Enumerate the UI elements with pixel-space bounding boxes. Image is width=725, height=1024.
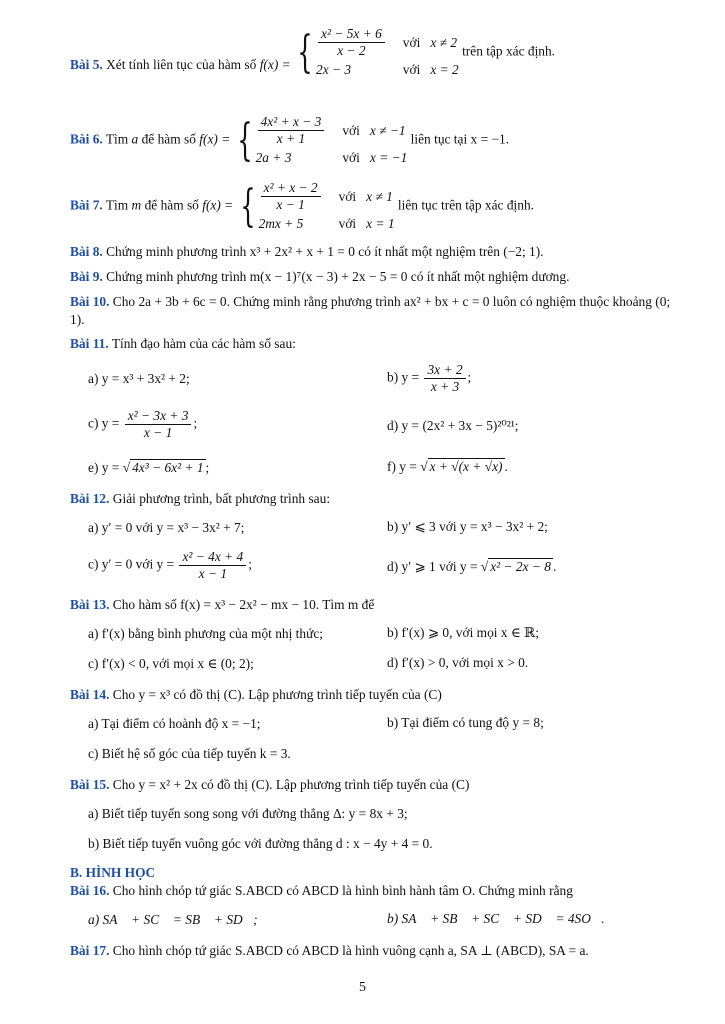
exercise-16-a: a) SA⃗ + SC⃗ = SB⃗ + SD⃗; [88,912,258,927]
exercise-label: Bài 16. [70,883,110,898]
exercise-12-b: b) y′ ⩽ 3 với y = x³ − 3x² + 2; [387,519,548,534]
exercise-15-a: a) Biết tiếp tuyến song song với đường thẳng Δ: y = 8x + 3; [88,806,408,821]
piecewise-function: { $\frac{\text{x² + x − 2}}{x - 1}$ với x ≠ 1 2mx + 5 với x = 1 [239,180,395,232]
exercise-7: Bài 7. Tìm m để hàm số f(x) = { $\frac{\text{x² + x − 2}}{x - 1}$ với x ≠ 1 2mx + 5 với x = 1 liên tục trên tập xác định. [70,180,534,232]
exercise-12-d: d) y′ ⩾ 1 với y = √ x² − 2x − 8 . [387,559,557,574]
exercise-14-c: c) Biết hệ số góc của tiếp tuyến k = 3. [88,746,291,761]
exercise-17: Bài 17. Cho hình chóp tứ giác S.ABCD có ABCD là hình vuông cạnh a, SA ⊥ (ABCD), SA = a. [70,943,589,958]
exercise-13-b: b) f′(x) ⩾ 0, với mọi x ∈ ℝ; [387,625,539,640]
exercise-label: Bài 17. [70,943,110,958]
exercise-15: Bài 15. Cho y = x² + 2x có đồ thị (C). Lập phương trình tiếp tuyến của (C) [70,777,470,792]
exercise-14-a: a) Tại điểm có hoành độ x = −1; [88,716,261,731]
exercise-9: Bài 9. Chứng minh phương trình m(x − 1)⁷(x − 3) + 2x − 5 = 0 có ít nhất một nghiệm dương. [70,269,570,284]
exercise-13: Bài 13. Cho hàm số f(x) = x³ − 2x² − mx − 10. Tìm m để [70,597,375,612]
exercise-11-b: b) y = $\frac{3x + 2}{x + 3}$ ; [387,362,472,394]
exercise-label: Bài 8. [70,244,103,259]
exercise-16: Bài 16. Cho hình chóp tứ giác S.ABCD có ABCD là hình bình hành tâm O. Chứng minh rằng [70,883,573,898]
exercise-5: Bài 5. Xét tính liên tục của hàm số f(x) = { $\frac{\text{x² − 5x + 6}}{x - 2}$ với x ≠ 2 2x − 3 với x = 2 trên tập xác định. [70,26,556,78]
section-heading: B. HÌNH HỌC [70,865,156,880]
exercise-14-b: b) Tại điểm có tung độ y = 8; [387,715,544,730]
exercise-13-c: c) f′(x) < 0, với mọi x ∈ (0; 2); [88,656,254,671]
exercise-label: Bài 11. [70,336,109,351]
piecewise-function: { $\frac{\text{x² − 5x + 6}}{x - 2}$ với x ≠ 2 2x − 3 với x = 2 [297,26,459,78]
exercise-11: Bài 11. Tính đạo hàm của các hàm số sau: [70,336,296,351]
exercise-12: Bài 12. Giải phương trình, bất phương trình sau: [70,491,331,506]
exercise-11-f: f) y = √ x + √(x + √x) . [387,459,508,474]
exercise-14: Bài 14. Cho y = x³ có đồ thị (C). Lập phương trình tiếp tuyến của (C) [70,687,442,702]
exercise-label: Bài 6. [70,131,103,147]
exercise-label: Bài 13. [70,597,110,612]
exercise-label: Bài 15. [70,777,110,792]
exercise-11-c: c) y = $\frac{\text{x² − 3x + 3}}{x - 1}$ ; [88,408,198,440]
exercise-15-b: b) Biết tiếp tuyến vuông góc với đường thẳng d : x − 4y + 4 = 0. [88,836,433,851]
page-number: 5 [359,980,366,995]
exercise-label: Bài 12. [70,491,110,506]
exercise-13-d: d) f′(x) > 0, với mọi x > 0. [387,655,529,670]
exercise-label: Bài 7. [70,197,103,213]
exercise-11-a: a) y = x³ + 3x² + 2; [88,371,190,386]
exercise-11-e: e) y = √ 4x³ − 6x² + 1 ; [88,460,210,475]
exercise-label: Bài 10. [70,294,110,309]
piecewise-function: { $\frac{\text{4x² + x − 3}}{x + 1}$ với x ≠ −1 2a + 3 với x = −1 [236,114,408,166]
exercise-label: Bài 5. [70,56,103,72]
exercise-12-a: a) y′ = 0 với y = x³ − 3x² + 7; [88,520,245,535]
exercise-label: Bài 14. [70,687,110,702]
exercise-11-d: d) y = (2x² + 3x − 5)²⁰²¹; [387,418,519,433]
exercise-6: Bài 6. Tìm a để hàm số f(x) = { $\frac{\text{4x² + x − 3}}{x + 1}$ với x ≠ −1 2a + 3 với x = −1 liên tục tại x = −1. [70,114,510,166]
exercise-13-a: a) f′(x) bằng bình phương của một nhị thức; [88,626,324,641]
exercise-label: Bài 9. [70,269,103,284]
exercise-12-c: c) y′ = 0 với y = $\frac{\text{x² − 4x + 4}}{x - 1}$ ; [88,549,252,581]
exercise-10: Bài 10. Cho 2a + 3b + 6c = 0. Chứng minh rằng phương trình ax² + bx + c = 0 luôn có nghiệm thuộc khoảng (0; 1). [70,294,671,327]
exercise-8: Bài 8. Chứng minh phương trình x³ + 2x² + x + 1 = 0 có ít nhất một nghiệm trên (−2; 1). [70,244,544,259]
exercise-16-b: b) SA⃗ + SB⃗ + SC⃗ + SD⃗ = 4SO⃗. [387,911,605,926]
